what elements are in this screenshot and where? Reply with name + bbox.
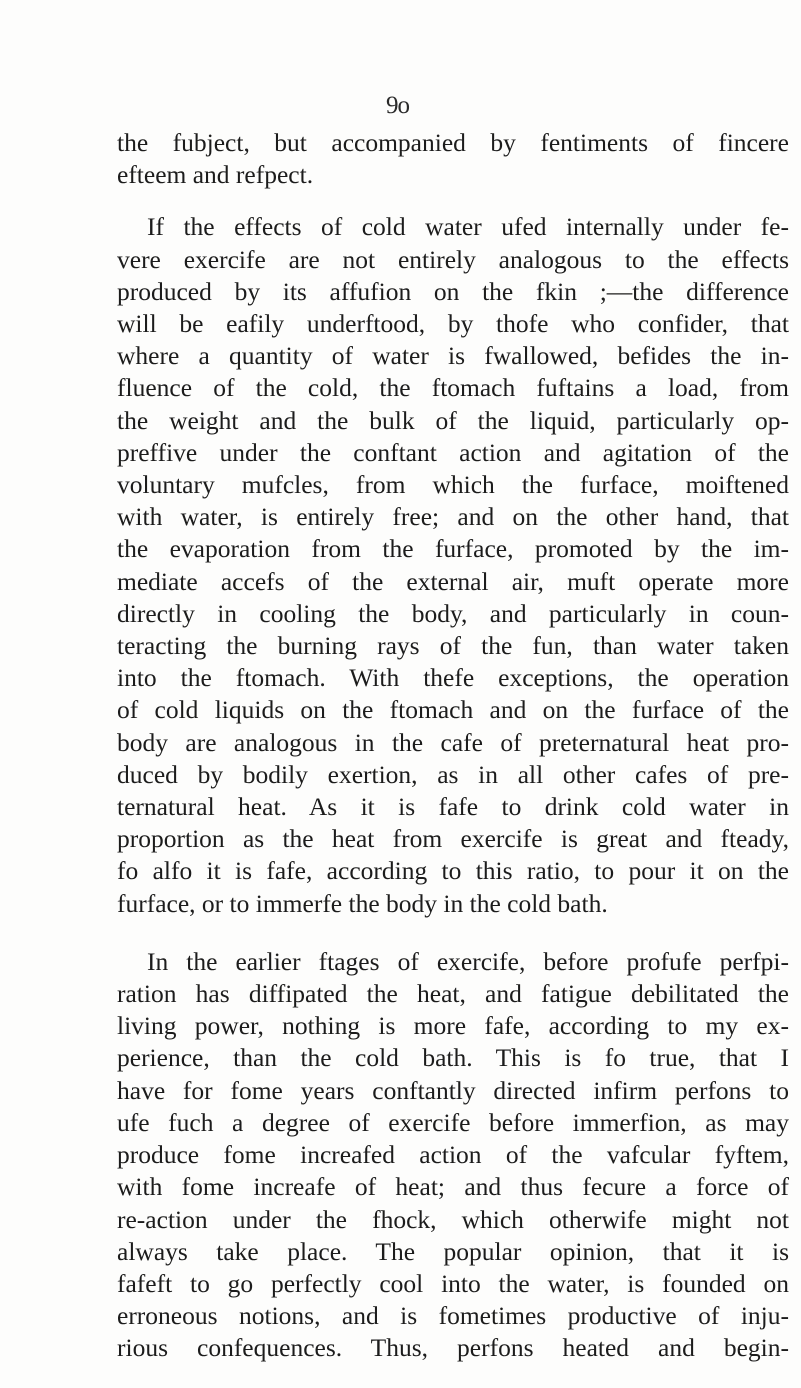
- text-line: fluence of the cold, the ftomach fuftains a load, from: [117, 373, 789, 403]
- text-line: the weight and the bulk of the liquid, particularly op-: [117, 405, 789, 435]
- text-line: ternatural heat. As it is fafe to drink cold water in: [117, 792, 789, 822]
- text-line: In the earlier ftages of exercife, before profufe perfpi-: [147, 946, 789, 976]
- page-number: 9o: [386, 92, 409, 119]
- text-line: duced by bodily exertion, as in all other cafes of pre-: [117, 759, 789, 789]
- text-line: mediate accefs of the external air, muft operate more: [117, 566, 789, 596]
- text-line: living power, nothing is more fafe, according to my ex-: [117, 1011, 789, 1041]
- paragraph-2: [117, 211, 789, 919]
- text-line: into the ftomach. With thefe exceptions, the operation: [117, 663, 789, 693]
- text-line: preffive under the conftant action and agitation of the: [117, 437, 789, 467]
- text-line: proportion as the heat from exercife is great and fteady,: [117, 824, 789, 854]
- text-line: fo alfo it is fafe, according to this ratio, to pour it on the: [117, 856, 789, 886]
- text-line: produced by its affufion on the fkin ;—the difference: [117, 276, 789, 306]
- text-line: If the effects of cold water ufed internally under fe-: [147, 212, 789, 242]
- text-line: with water, is entirely free; and on the other hand, that: [117, 502, 789, 532]
- text-line: efteem and refpect.: [117, 160, 314, 190]
- text-line: the fubject, but accompanied by fentiments of fincere: [117, 128, 789, 157]
- text-line: re-action under the fhock, which otherwife might not: [117, 1204, 789, 1234]
- text-line: will be eafily underftood, by thofe who confider, that: [117, 309, 789, 339]
- text-line: the evaporation from the furface, promoted by the im-: [117, 534, 789, 564]
- text-line: rious confequences. Thus, perfons heated and begin-: [117, 1333, 789, 1363]
- paragraph-3: [117, 946, 789, 1365]
- text-line: voluntary mufcles, from which the furface, moiftened: [117, 470, 789, 500]
- text-line: have for fome years conftantly directed infirm perfons to: [117, 1075, 789, 1105]
- text-line: teracting the burning rays of the fun, than water taken: [117, 631, 789, 661]
- text-line: erroneous notions, and is fometimes productive of inju-: [117, 1301, 789, 1331]
- text-line: fafeft to go perfectly cool into the water, is founded on: [117, 1268, 789, 1298]
- text-line: furface, or to immerfe the body in the cold bath.: [117, 888, 608, 918]
- text-line: where a quantity of water is fwallowed, befides the in-: [117, 341, 789, 371]
- text-line: ration has diffipated the heat, and fatigue debilitated the: [117, 979, 789, 1009]
- text-line: of cold liquids on the ftomach and on the furface of the: [117, 695, 789, 725]
- text-line: directly in cooling the body, and particularly in coun-: [117, 598, 789, 628]
- body-text: [117, 127, 789, 1365]
- text-line: body are analogous in the cafe of preternatural heat pro-: [117, 727, 789, 757]
- text-line: perience, than the cold bath. This is fo true, that I: [117, 1043, 789, 1073]
- text-line: ufe fuch a degree of exercife before immerfion, as may: [117, 1107, 789, 1137]
- text-line: produce fome increafed action of the vafcular fyftem,: [117, 1140, 789, 1170]
- text-line: with fome increafe of heat; and thus fecure a force of: [117, 1172, 789, 1202]
- text-line: always take place. The popular opinion, that it is: [117, 1236, 789, 1266]
- text-line: vere exercife are not entirely analogous to the effects: [117, 244, 789, 274]
- paragraph-1: [117, 127, 789, 191]
